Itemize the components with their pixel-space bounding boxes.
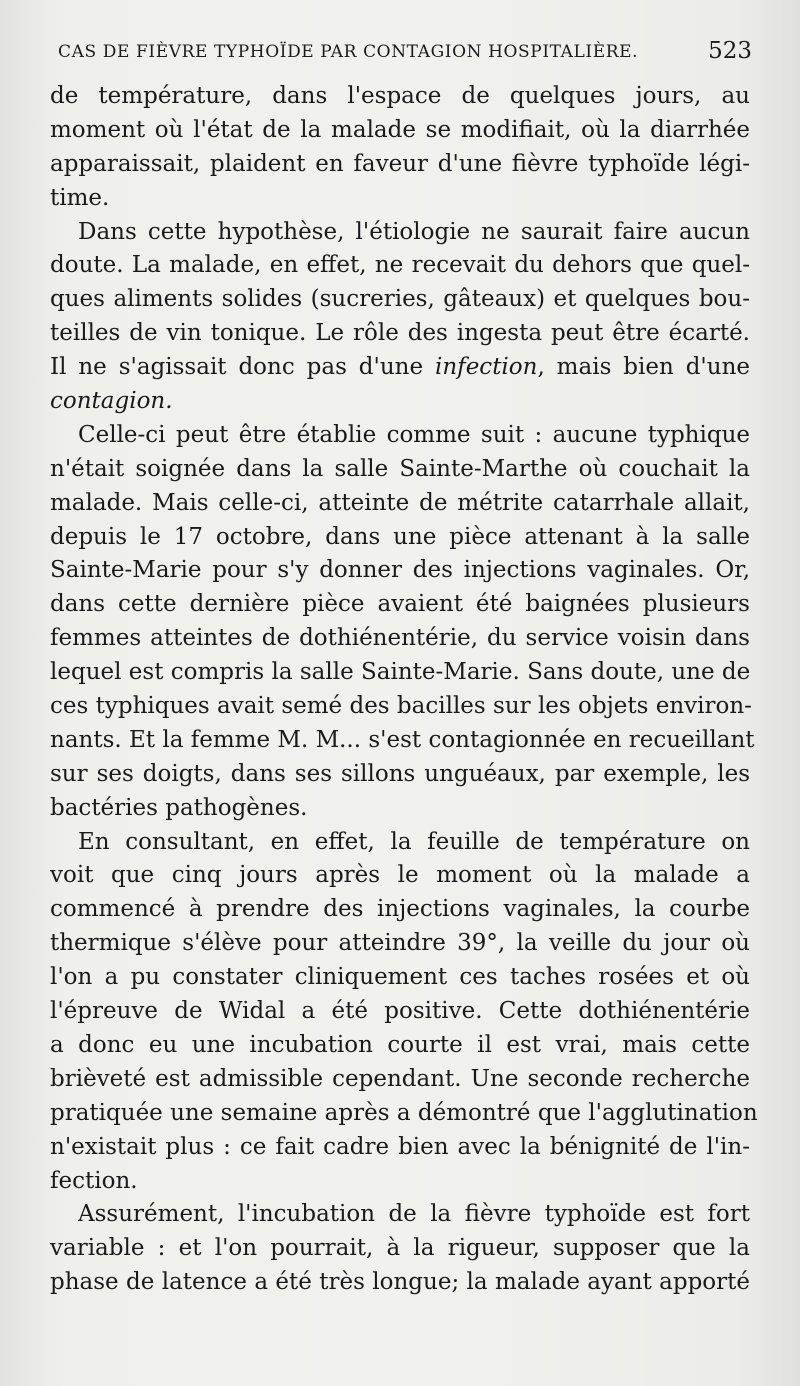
italic-word-infection: infection bbox=[435, 354, 538, 381]
text-line: brièveté est admissible cependant. Une seconde recherche bbox=[50, 1065, 750, 1092]
text-line: lequel est compris la salle Sainte-Marie. Sans doute, une de bbox=[50, 659, 751, 686]
text-line: apparaissait, plaident en faveur d'une fièvre typhoïde légi- bbox=[50, 150, 750, 177]
text-line: Sainte-Marie pour s'y donner des injections vaginales. Or, bbox=[50, 557, 750, 584]
running-title: CAS DE FIÈVRE TYPHOÏDE PAR CONTAGION HOSPITALIÈRE. bbox=[58, 42, 639, 62]
text-line: fection. bbox=[50, 1167, 138, 1194]
text-line: ces typhiques avait semé des bacilles sur les objets environ- bbox=[50, 693, 752, 720]
text-line: bactéries pathogènes. bbox=[50, 794, 308, 821]
text-line: femmes atteintes de dothiénentérie, du service voisin dans bbox=[50, 625, 750, 652]
text-line-with-italic bbox=[50, 351, 750, 385]
paragraph-2 bbox=[50, 216, 750, 419]
text-line: n'existait plus : ce fait cadre bien avec la bénignité de l'in- bbox=[50, 1133, 750, 1160]
text-line: n'était soignée dans la salle Sainte-Marthe où couchait la bbox=[50, 455, 750, 482]
text-line: malade. Mais celle-ci, atteinte de métrite catarrhale allait, bbox=[50, 489, 750, 516]
text-line: l'épreuve de Widal a été positive. Cette dothiénentérie bbox=[50, 998, 750, 1025]
body-text bbox=[50, 80, 758, 1300]
text-line bbox=[50, 385, 750, 419]
paragraph-4 bbox=[50, 826, 758, 1199]
page-header bbox=[58, 38, 752, 78]
text-line: doute. La malade, en effet, ne recevait du dehors que quel- bbox=[50, 252, 750, 279]
page-number: 523 bbox=[708, 38, 752, 64]
italic-word-contagion: contagion. bbox=[50, 388, 173, 415]
text-line: commencé à prendre des injections vaginales, la courbe bbox=[50, 896, 750, 923]
text-line: moment où l'état de la malade se modifiait, où la diarrhée bbox=[50, 116, 750, 143]
text-line: teilles de vin tonique. Le rôle des ingesta peut être écarté. bbox=[50, 320, 750, 347]
text-segment: Il ne s'agissait donc pas d'une bbox=[50, 354, 424, 381]
text-line: phase de latence a été très longue; la malade ayant apporté bbox=[50, 1269, 750, 1296]
paragraph-3 bbox=[50, 419, 755, 826]
text-line: depuis le 17 octobre, dans une pièce attenant à la salle bbox=[50, 523, 750, 550]
text-line: pratiquée une semaine après a démontré que l'agglutination bbox=[50, 1099, 758, 1126]
text-line: sur ses doigts, dans ses sillons unguéaux, par exemple, les bbox=[50, 760, 750, 787]
text-line: thermique s'élève pour atteindre 39°, la veille du jour où bbox=[50, 930, 750, 957]
text-line: En consultant, en effet, la feuille de température on bbox=[78, 828, 750, 855]
text-line: voit que cinq jours après le moment où la malade a bbox=[50, 862, 750, 889]
text-line: de température, dans l'espace de quelques jours, au bbox=[50, 83, 750, 109]
text-line: time. bbox=[50, 184, 110, 211]
text-line: Assurément, l'incubation de la fièvre typhoïde est fort bbox=[78, 1201, 750, 1228]
text-line: nants. Et la femme M. M... s'est contagionnée en recueillant bbox=[50, 726, 755, 753]
text-line: dans cette dernière pièce avaient été baignées plusieurs bbox=[50, 591, 750, 618]
text-line: variable : et l'on pourrait, à la rigueur, supposer que la bbox=[50, 1235, 750, 1262]
text-line: ques aliments solides (sucreries, gâteaux) et quelques bou- bbox=[50, 286, 750, 313]
text-line: Dans cette hypothèse, l'étiologie ne saurait faire aucun bbox=[78, 218, 750, 245]
text-line: a donc eu une incubation courte il est vrai, mais cette bbox=[50, 1031, 750, 1058]
paragraph-1 bbox=[50, 80, 750, 216]
text-line: Celle-ci peut être établie comme suit : aucune typhique bbox=[78, 421, 750, 448]
text-segment: , mais bien d'une bbox=[537, 354, 750, 381]
paragraph-5 bbox=[50, 1198, 750, 1300]
text-line: l'on a pu constater cliniquement ces taches rosées et où bbox=[50, 964, 750, 991]
